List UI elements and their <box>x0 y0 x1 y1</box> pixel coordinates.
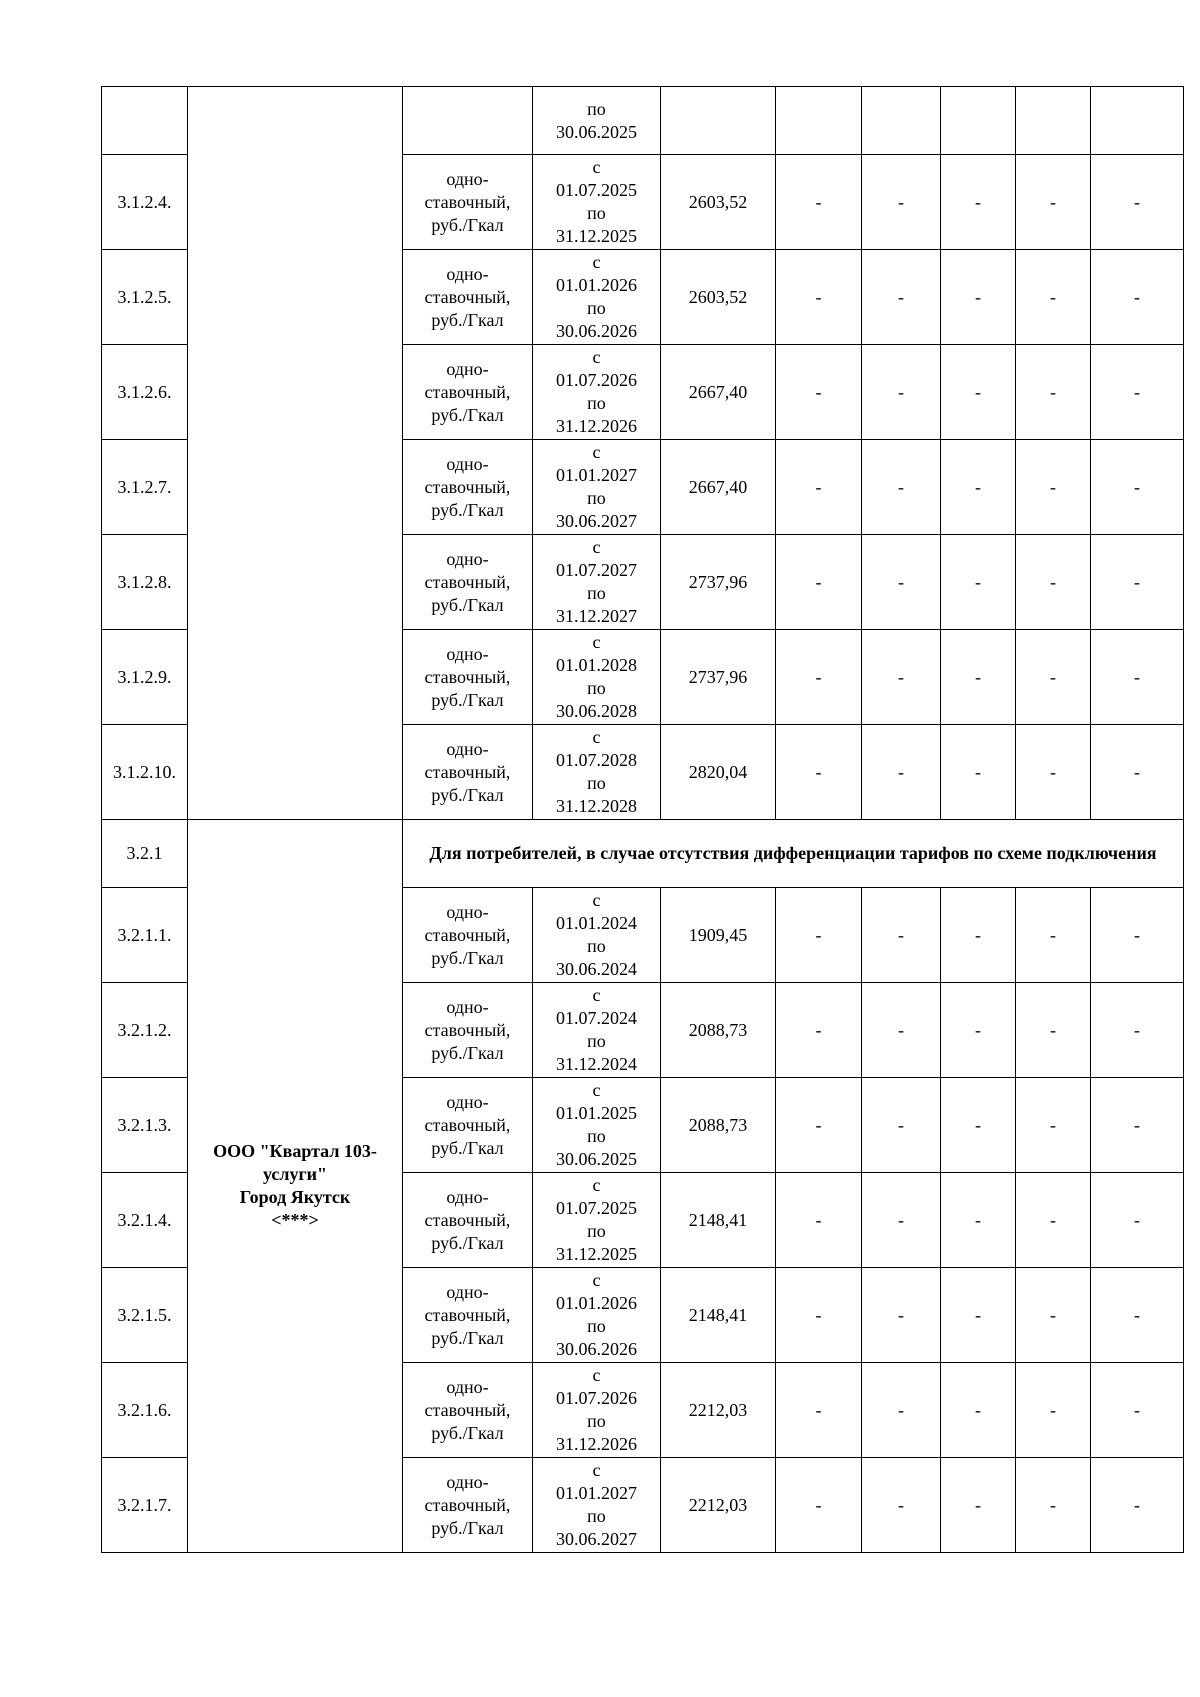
empty-value-dash: - <box>1016 1363 1091 1458</box>
tariff-type-line: ставочный, <box>424 191 511 212</box>
row-number: 3.1.2.7. <box>102 440 188 535</box>
empty-value-dash: - <box>941 155 1016 250</box>
organization-name <box>188 820 403 1553</box>
period-line: 30.06.2025 <box>556 1149 637 1169</box>
tariff-type-line: ставочный, <box>424 1304 511 1325</box>
tariff-type-line: одно- <box>446 643 489 664</box>
empty-value-dash: - <box>862 630 941 725</box>
tariff-type <box>403 1268 533 1363</box>
empty-value-dash: - <box>1016 535 1091 630</box>
empty-value-dash: - <box>1016 1268 1091 1363</box>
period-line: 01.01.2027 <box>556 1483 637 1503</box>
empty-value-dash: - <box>776 535 862 630</box>
tariff-type-line: ставочный, <box>424 1399 511 1420</box>
empty-value-dash: - <box>941 1173 1016 1268</box>
empty-value-dash: - <box>941 1363 1016 1458</box>
empty-value-dash: - <box>1091 983 1184 1078</box>
period-line: по <box>587 393 606 413</box>
tariff-value: 2667,40 <box>661 345 776 440</box>
tariff-value <box>661 87 776 155</box>
row-number: 3.1.2.5. <box>102 250 188 345</box>
tariff-type-line: ставочный, <box>424 571 511 592</box>
tariff-type-line: одно- <box>446 996 489 1017</box>
period-line: 01.07.2026 <box>556 370 637 390</box>
empty-value-dash: - <box>776 1268 862 1363</box>
period-line: по <box>587 936 606 956</box>
tariff-type-line: руб./Гкал <box>431 214 504 235</box>
tariff-type-line: руб./Гкал <box>431 309 504 330</box>
row-number: 3.2.1.6. <box>102 1363 188 1458</box>
empty-value-dash: - <box>1091 440 1184 535</box>
tariff-type <box>403 345 533 440</box>
empty-value-dash: - <box>1016 983 1091 1078</box>
period-line: 31.12.2024 <box>556 1054 637 1074</box>
period-line: 31.12.2026 <box>556 1434 637 1454</box>
row-number: 3.1.2.8. <box>102 535 188 630</box>
tariff-type-line: руб./Гкал <box>431 689 504 710</box>
organization-name-line: ООО "Квартал 103- <box>213 1141 377 1161</box>
period-line: с <box>592 1460 601 1480</box>
tariff-value: 2737,96 <box>661 535 776 630</box>
empty-value-dash: - <box>1016 345 1091 440</box>
empty-value-dash: - <box>1091 1363 1184 1458</box>
period-line: с <box>592 1365 601 1385</box>
tariff-type-line: одно- <box>446 168 489 189</box>
period-line: 30.06.2024 <box>556 959 637 979</box>
tariff-type <box>403 1458 533 1553</box>
tariff-type-line: одно- <box>446 453 489 474</box>
empty-value-dash: - <box>941 345 1016 440</box>
tariff-type <box>403 1363 533 1458</box>
tariff-type-line: ставочный, <box>424 761 511 782</box>
empty-value-dash: - <box>1091 1078 1184 1173</box>
period-line: 31.12.2025 <box>556 226 637 246</box>
empty-value-dash: - <box>862 1458 941 1553</box>
tariff-table <box>101 86 1184 1553</box>
row-number: 3.2.1.4. <box>102 1173 188 1268</box>
organization-name-line: услуги" <box>262 1164 328 1184</box>
period-line: 31.12.2028 <box>556 796 637 816</box>
empty-value-dash: - <box>1016 1173 1091 1268</box>
empty-value-dash: - <box>862 1268 941 1363</box>
tariff-type-line: руб./Гкал <box>431 594 504 615</box>
row-number: 3.1.2.9. <box>102 630 188 725</box>
tariff-type-line: ставочный, <box>424 1019 511 1040</box>
period-line: по <box>587 1316 606 1336</box>
period-line: 01.01.2026 <box>556 275 637 295</box>
section-number: 3.2.1 <box>102 820 188 888</box>
section-header-text: Для потребителей, в случае отсутствия дифференциации тарифов по схеме подключения <box>403 820 1184 888</box>
period-line: с <box>592 985 601 1005</box>
tariff-value: 2088,73 <box>661 983 776 1078</box>
period-line: с <box>592 1175 601 1195</box>
period-line: по <box>587 678 606 698</box>
empty-value-dash: - <box>776 725 862 820</box>
empty-value-dash: - <box>941 725 1016 820</box>
tariff-type <box>403 888 533 983</box>
tariff-type-line: ставочный, <box>424 924 511 945</box>
period <box>533 1173 661 1268</box>
empty-value-dash: - <box>862 1078 941 1173</box>
tariff-value: 2667,40 <box>661 440 776 535</box>
empty-value-dash: - <box>776 345 862 440</box>
period-line: с <box>592 252 601 272</box>
period-line: 30.06.2027 <box>556 511 637 531</box>
tariff-type <box>403 1078 533 1173</box>
period-line: 30.06.2028 <box>556 701 637 721</box>
tariff-type-line: руб./Гкал <box>431 1137 504 1158</box>
empty-value-dash: - <box>776 1173 862 1268</box>
empty-value-dash: - <box>862 345 941 440</box>
period-line: 01.01.2026 <box>556 1293 637 1313</box>
period-line: 01.01.2025 <box>556 1103 637 1123</box>
empty-value-dash: - <box>862 983 941 1078</box>
period-line: по <box>587 773 606 793</box>
empty-value-dash: - <box>862 155 941 250</box>
empty-value-dash: - <box>941 1078 1016 1173</box>
tariff-type <box>403 440 533 535</box>
empty-value-dash: - <box>862 725 941 820</box>
tariff-value: 2148,41 <box>661 1173 776 1268</box>
tariff-type-line: ставочный, <box>424 1494 511 1515</box>
empty-value-dash: - <box>1091 630 1184 725</box>
row-number: 3.2.1.5. <box>102 1268 188 1363</box>
empty-value-dash: - <box>776 888 862 983</box>
period <box>533 1363 661 1458</box>
tariff-value: 2148,41 <box>661 1268 776 1363</box>
period-line: с <box>592 727 601 747</box>
tariff-type-line: одно- <box>446 738 489 759</box>
tariff-type <box>403 983 533 1078</box>
period-line: 30.06.2026 <box>556 321 637 341</box>
empty-value-dash: - <box>862 535 941 630</box>
row-number: 3.2.1.1. <box>102 888 188 983</box>
empty-value-dash: - <box>941 983 1016 1078</box>
period-line: 30.06.2027 <box>556 1529 637 1549</box>
table-row <box>102 87 1184 155</box>
row-number: 3.2.1.3. <box>102 1078 188 1173</box>
row-number: 3.1.2.6. <box>102 345 188 440</box>
period <box>533 1268 661 1363</box>
row-number: 3.2.1.2. <box>102 983 188 1078</box>
period-line: по <box>587 298 606 318</box>
period <box>533 535 661 630</box>
tariff-type-line: руб./Гкал <box>431 1042 504 1063</box>
period-line: с <box>592 537 601 557</box>
period-line: 01.07.2025 <box>556 1198 637 1218</box>
period-line: 01.07.2026 <box>556 1388 637 1408</box>
period <box>533 250 661 345</box>
empty-value-dash: - <box>941 535 1016 630</box>
tariff-type-line: руб./Гкал <box>431 1232 504 1253</box>
empty-value-dash: - <box>1091 725 1184 820</box>
section-header-row <box>102 820 1184 888</box>
tariff-value: 2820,04 <box>661 725 776 820</box>
empty-value-dash: - <box>1091 1173 1184 1268</box>
empty-value-dash: - <box>1091 250 1184 345</box>
period <box>533 345 661 440</box>
period <box>533 1458 661 1553</box>
tariff-type-line: одно- <box>446 1281 489 1302</box>
period-line: по <box>587 583 606 603</box>
empty-value-dash: - <box>862 250 941 345</box>
tariff-type-line: ставочный, <box>424 1114 511 1135</box>
period-line: 30.06.2025 <box>556 121 637 142</box>
period-line: по <box>587 98 606 119</box>
period-line: по <box>587 203 606 223</box>
empty-value-dash: - <box>1091 888 1184 983</box>
tariff-type <box>403 630 533 725</box>
tariff-type-line: одно- <box>446 901 489 922</box>
tariff-value: 2212,03 <box>661 1458 776 1553</box>
tariff-type-line: ставочный, <box>424 476 511 497</box>
tariff-value: 2603,52 <box>661 155 776 250</box>
row-number: 3.2.1.7. <box>102 1458 188 1553</box>
tariff-type <box>403 155 533 250</box>
tariff-type-line: руб./Гкал <box>431 784 504 805</box>
empty-value-dash: - <box>776 440 862 535</box>
tariff-type-line: одно- <box>446 1186 489 1207</box>
empty-value-dash: - <box>1016 1078 1091 1173</box>
period-line: с <box>592 157 601 177</box>
empty-value-dash: - <box>941 888 1016 983</box>
row-number <box>102 87 188 155</box>
empty-value-dash: - <box>941 630 1016 725</box>
empty-value-dash: - <box>1091 535 1184 630</box>
tariff-value: 2603,52 <box>661 250 776 345</box>
period-line: по <box>587 1221 606 1241</box>
row-number: 3.1.2.10. <box>102 725 188 820</box>
period <box>533 630 661 725</box>
empty-value-dash: - <box>1091 1458 1184 1553</box>
empty-value-dash: - <box>862 1363 941 1458</box>
tariff-type-line: руб./Гкал <box>431 947 504 968</box>
tariff-value: 2737,96 <box>661 630 776 725</box>
tariff-type-line: одно- <box>446 1091 489 1112</box>
period-line: 31.12.2027 <box>556 606 637 626</box>
tariff-type-line: ставочный, <box>424 1209 511 1230</box>
empty-value-dash: - <box>862 440 941 535</box>
period-line: с <box>592 632 601 652</box>
period-line: 01.07.2027 <box>556 560 637 580</box>
empty-value-dash: - <box>941 440 1016 535</box>
tariff-type-line: руб./Гкал <box>431 404 504 425</box>
tariff-type-line: руб./Гкал <box>431 1517 504 1538</box>
empty-value-dash: - <box>941 1268 1016 1363</box>
period-line: с <box>592 442 601 462</box>
tariff-value: 1909,45 <box>661 888 776 983</box>
organization-cell-group1 <box>188 87 403 820</box>
empty-value-dash: - <box>1016 440 1091 535</box>
tariff-type <box>403 535 533 630</box>
period <box>533 983 661 1078</box>
tariff-value: 2212,03 <box>661 1363 776 1458</box>
tariff-value: 2088,73 <box>661 1078 776 1173</box>
organization-name-line: <***> <box>271 1210 319 1230</box>
period <box>533 888 661 983</box>
tariff-type <box>403 250 533 345</box>
empty-value-dash: - <box>1016 725 1091 820</box>
period <box>533 440 661 535</box>
period-line: по <box>587 488 606 508</box>
tariff-type-line: ставочный, <box>424 381 511 402</box>
empty-value-dash: - <box>776 1078 862 1173</box>
empty-value-dash: - <box>1091 1268 1184 1363</box>
empty-value-dash: - <box>862 888 941 983</box>
empty-value-dash: - <box>1091 345 1184 440</box>
period-line: 01.07.2025 <box>556 180 637 200</box>
period <box>533 725 661 820</box>
tariff-type-line: одно- <box>446 1471 489 1492</box>
empty-value-dash: - <box>776 1363 862 1458</box>
tariff-type-line: ставочный, <box>424 286 511 307</box>
empty-value-dash: - <box>776 630 862 725</box>
period-line: 30.06.2026 <box>556 1339 637 1359</box>
empty-value-dash: - <box>1016 250 1091 345</box>
row-number: 3.1.2.4. <box>102 155 188 250</box>
tariff-type-line: одно- <box>446 263 489 284</box>
tariff-type <box>403 725 533 820</box>
organization-name-line: Город Якутск <box>239 1187 351 1207</box>
period <box>533 87 661 155</box>
period-line: 01.01.2027 <box>556 465 637 485</box>
period-line: с <box>592 1080 601 1100</box>
period-line: по <box>587 1126 606 1146</box>
period-line: 01.01.2024 <box>556 913 637 933</box>
tariff-type-line: руб./Гкал <box>431 1422 504 1443</box>
empty-value-dash: - <box>776 1458 862 1553</box>
empty-value-dash: - <box>862 1173 941 1268</box>
tariff-type-line: одно- <box>446 1376 489 1397</box>
empty-value-dash: - <box>941 1458 1016 1553</box>
period-line: по <box>587 1411 606 1431</box>
period-line: с <box>592 1270 601 1290</box>
period-line: 01.07.2028 <box>556 750 637 770</box>
empty-value-dash: - <box>1091 155 1184 250</box>
period-line: по <box>587 1031 606 1051</box>
tariff-type-line: одно- <box>446 358 489 379</box>
tariff-type-line: руб./Гкал <box>431 1327 504 1348</box>
empty-value-dash: - <box>941 250 1016 345</box>
period <box>533 155 661 250</box>
tariff-type-line: ставочный, <box>424 666 511 687</box>
tariff-type <box>403 1173 533 1268</box>
empty-value-dash: - <box>1016 630 1091 725</box>
empty-value-dash: - <box>1016 888 1091 983</box>
period-line: с <box>592 347 601 367</box>
tariff-type-line: одно- <box>446 548 489 569</box>
period-line: 31.12.2025 <box>556 1244 637 1264</box>
empty-value-dash: - <box>1016 155 1091 250</box>
tariff-type-line: руб./Гкал <box>431 499 504 520</box>
period-line: 01.01.2028 <box>556 655 637 675</box>
period-line: 01.07.2024 <box>556 1008 637 1028</box>
period-line: по <box>587 1506 606 1526</box>
period-line: 31.12.2026 <box>556 416 637 436</box>
period <box>533 1078 661 1173</box>
empty-value-dash: - <box>776 250 862 345</box>
empty-value-dash: - <box>776 983 862 1078</box>
empty-value-dash: - <box>1016 1458 1091 1553</box>
period-line: с <box>592 890 601 910</box>
empty-value-dash: - <box>776 155 862 250</box>
tariff-type <box>403 87 533 155</box>
